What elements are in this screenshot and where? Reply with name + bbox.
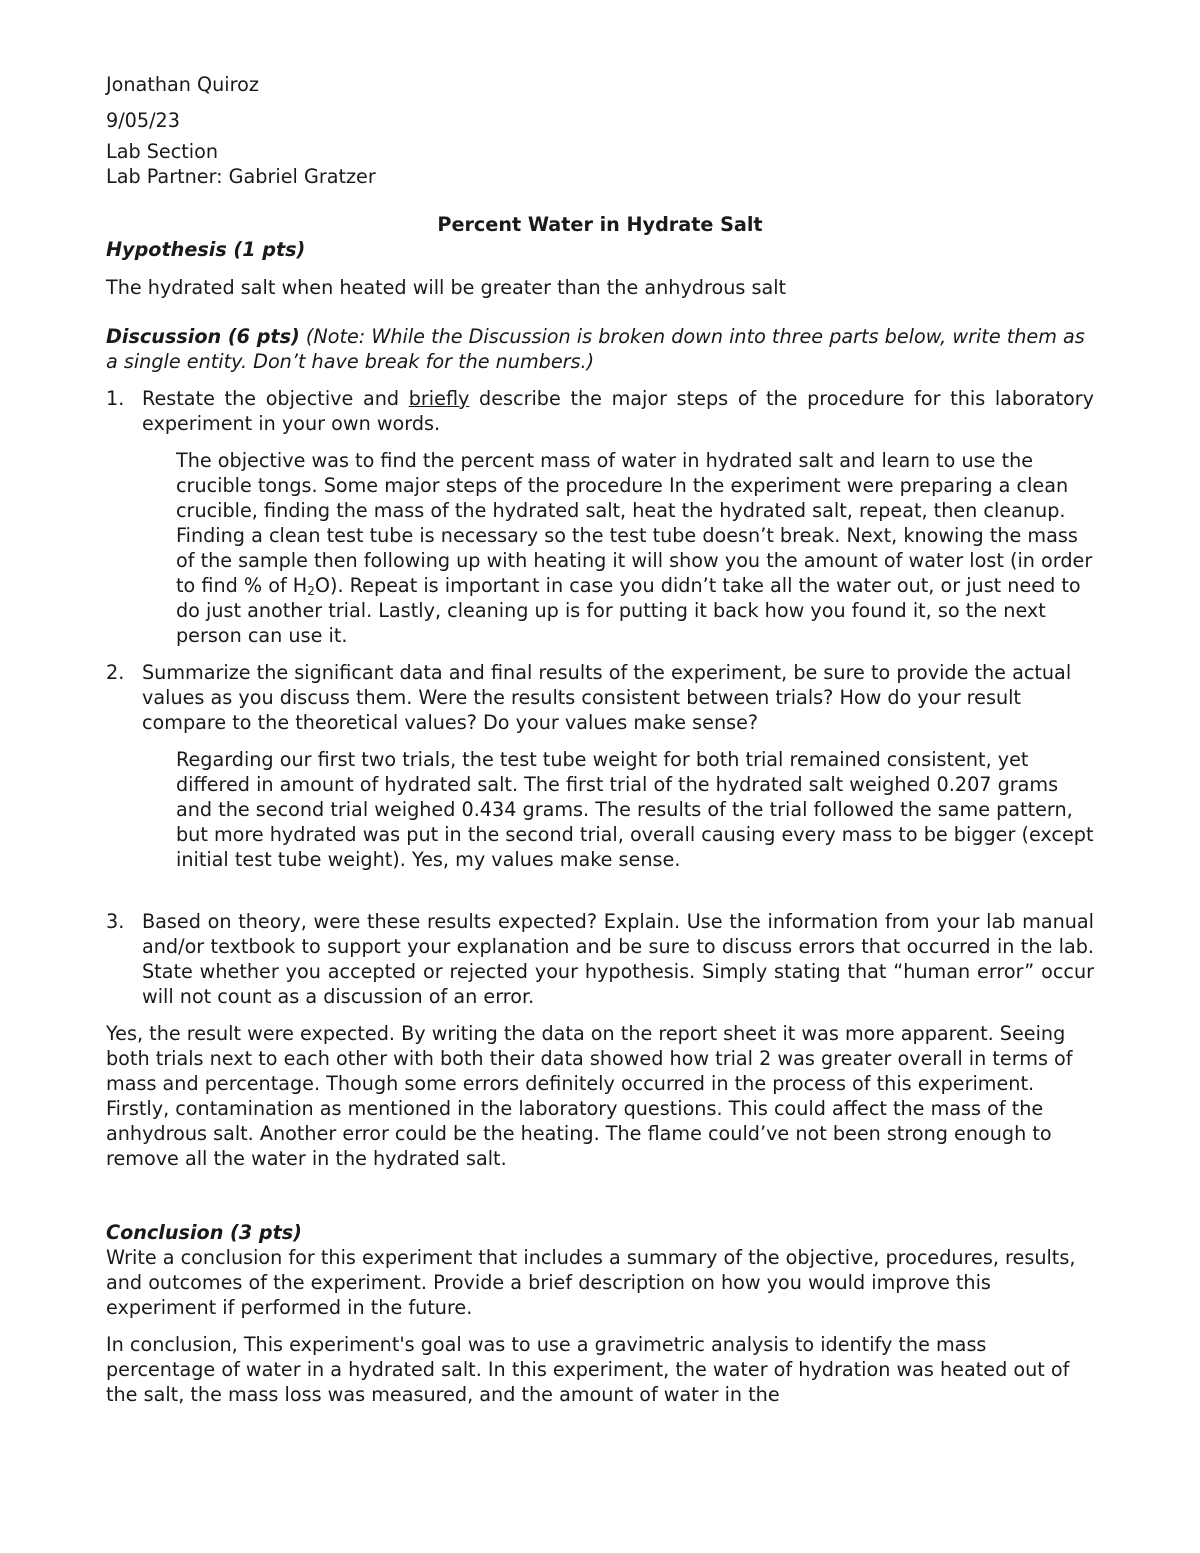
answer-2: Regarding our first two trials, the test tube weight for both trial remained consistent, yet differed in amount of hydrated salt. The first trial of the hydrated salt weighed 0.207 grams and the second trial weighed 0.434 grams. The results of the trial followed the same pattern, but more hydrated was put in the second trial, overall causing every mass to be bigger (except initial test tube weight). Yes, my values make sense. xyxy=(176,748,1094,871)
answer-1-subscript: 2 xyxy=(307,584,315,598)
conclusion-answer: In conclusion, This experiment's goal was to use a gravimetric analysis to identify the mass percentage of water in a hydrated salt. In this experiment, the water of hydration was heated out of the salt, the mass loss was measured, and the amount of water in the xyxy=(106,1333,1070,1406)
conclusion-heading: Conclusion (3 pts) xyxy=(106,1221,302,1244)
question-1-text-start: Restate the objective and xyxy=(142,387,409,410)
discussion-note: (Note: While the Discussion is broken down into three parts below, write them as a single entity. Don’t have break for the numbers.) xyxy=(106,325,1085,373)
author-name: Jonathan Quiroz xyxy=(106,73,259,96)
question-3-text: Based on theory, were these results expected? Explain. Use the information from your lab manual and/or textbook to support your explanation and be sure to discuss errors that occurred in the lab. State whether you accepted or rejected your hypothesis. Simply stating that “human error” occur will not count as a discussion of an error. xyxy=(142,910,1094,1008)
hypothesis-text: The hydrated salt when heated will be greater than the anhydrous salt xyxy=(106,276,787,299)
question-2-text: Summarize the significant data and final results of the experiment, be sure to provide the actual values as you discuss them. Were the results consistent between trials? How do your result compare to the theoretical values? Do your values make sense? xyxy=(142,661,1072,734)
discussion-heading: Discussion (6 pts) xyxy=(106,325,300,348)
question-1-text xyxy=(142,386,1094,436)
answer-1 xyxy=(176,448,1094,648)
question-3-number: 3. xyxy=(106,910,125,933)
conclusion-prompt: Write a conclusion for this experiment that includes a summary of the objective, procedures, results, and outcomes of the experiment. Provide a brief description on how you would improve this experiment if performed in the future. xyxy=(106,1246,1076,1319)
lab-section: Lab Section xyxy=(106,140,219,163)
document-title: Percent Water in Hydrate Salt xyxy=(437,213,763,236)
question-2-number: 2. xyxy=(106,661,125,684)
document-page xyxy=(106,72,1094,1407)
discussion-questions-2 xyxy=(106,660,1094,735)
report-date: 9/05/23 xyxy=(106,109,180,132)
question-3 xyxy=(106,909,1094,1009)
discussion-questions-3 xyxy=(106,909,1094,1009)
question-1 xyxy=(106,386,1094,436)
answer-3: Yes, the result were expected. By writing the data on the report sheet it was more apparent. Seeing both trials next to each other with both their data showed how trial 2 was greater overall in terms of mass and percentage. Though some errors definitely occurred in the process of this experiment. Firstly, contamination as mentioned in the laboratory questions. This could affect the mass of the anhydrous salt. Another error could be the heating. The flame could’ve not been strong enough to remove all the water in the hydrated salt. xyxy=(106,1022,1073,1170)
question-1-number: 1. xyxy=(106,387,125,410)
question-1-text-end: describe the major steps of the procedure for this laboratory experiment in your own words. xyxy=(142,387,1095,435)
question-2 xyxy=(106,660,1094,735)
lab-partner: Lab Partner: Gabriel Gratzer xyxy=(106,165,376,188)
answer-1-part-a: The objective was to find the percent mass of water in hydrated salt and learn to use the crucible tongs. Some major steps of the procedure In the experiment were preparing a clean crucible, finding the mass of the hydrated salt, heat the hydrated salt, repeat, then cleanup. Finding a clean test tube is necessary so the test tube doesn’t break. Next, knowing the mass of the sample then following up with heating it will show you the amount of water lost (in order to find % of H xyxy=(176,449,1093,597)
question-1-underlined-word: briefly xyxy=(408,387,470,410)
hypothesis-heading: Hypothesis (1 pts) xyxy=(106,238,306,261)
answer-1-part-b: O). Repeat is important in case you didn’t take all the water out, or just need to do just another trial. Lastly, cleaning up is for putting it back how you found it, so the next person can use it. xyxy=(176,574,1081,647)
discussion-questions xyxy=(106,386,1094,436)
discussion-heading-block xyxy=(106,324,1094,374)
